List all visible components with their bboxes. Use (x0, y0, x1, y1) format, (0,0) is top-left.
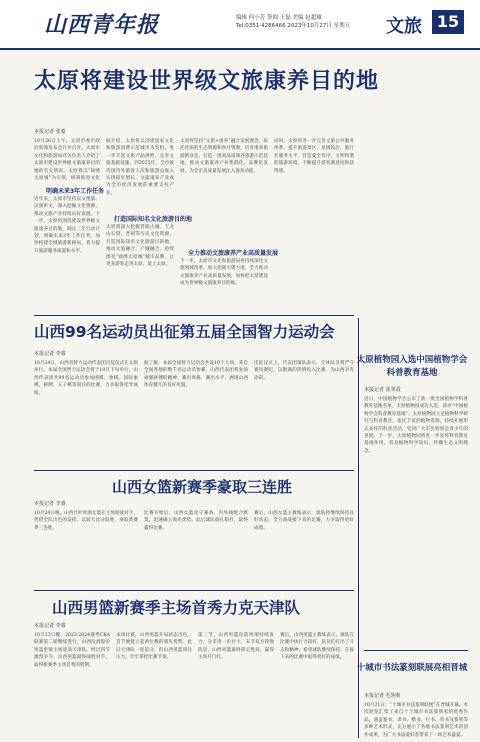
main-subhead-1: 明确未来3年工作任务 (46, 188, 105, 195)
editor-line: 编辑 何小芳 签阅 王磊 美编 赵超雄 (236, 15, 322, 21)
main-col2b-text: 太原将深入挖掘晋阳古城、天龙山石窟、晋祠等历史文化资源，打造国际知名文化旅游目的地，推动文旅融合、产城融合，持续擦亮“锦绣太原城”城市品牌，让更多游客走进太原、爱上太原。 (106, 225, 174, 268)
article-girls-col1: 10月24日晚，山西竹叶青酒女篮在主场迎战对手，凭借全队出色的发挥，以较大比分取胜，豪取新赛季三连胜。 (34, 511, 138, 531)
masthead (0, 0, 480, 50)
main-headline: 太原将建设世界级文旅康养目的地 (34, 69, 380, 94)
side-article-2-headline: 十城市书法篆刻联展亮相晋城 (356, 663, 468, 673)
article-boys-col3: 第三节，山西男篮攻防两端持续发力，分差进一步拉大。末节双方轮换阵容，山西男篮最终锁定胜局，赢得主场开门红。 (198, 633, 274, 661)
side-article-1-text: 近日，中国植物学会公布了新一批全国植物学科普教育基地名单，太原植物园成功入选，获评“中国植物学会科普教育基地”。太原植物园立足植物科学研究与科普教育，依托丰富的植物资源，持续开展形式多样的科普活动，受到广大市民特别是青少年的喜爱。下一步，太原植物园将进一步发挥科普教育基地作用，普及植物科学知识，传播生态文明理念。 (364, 397, 468, 454)
article-boys-col4: 赛后，山西男篮主教练表示，球队在比赛中执行力较好，队员们打出了斗志和精神，希望球队继续保持，在接下来的比赛中取得更好的成绩。 (280, 633, 354, 661)
article-boys-headline: 山西男篮新赛季主场首秀力克天津队 (52, 599, 301, 617)
article-99-col3: 出征仪式上，代表团领队表示，全体队员将严守赛风赛纪，以饱满的热情投入比赛，为山西争光添彩。 (254, 361, 354, 381)
main-subhead-2: 打造国际知名文化旅游目的地 (114, 216, 193, 223)
divider (34, 470, 354, 471)
main-col1b-text: 近年来，太原市坚持以文塑旅、以旅彰文，深入挖掘文化资源，推动文旅产业持续向好发展。下一步，太原将围绕建设世界级文旅康养目的地，制定三年行动计划，明确未来3年工作任务，加快构建全域旅游新格局，着力提升旅游服务质量和水平。 (34, 197, 100, 254)
section-label: 文旅 (386, 16, 422, 37)
article-99-col2: 据了解，本届全国智力运动会共设10个大项，来自全国各地的数千名运动员参赛。山西代表团将发扬顽强拼搏的精神，赛出风格、赛出水平，展现山西体育健儿的良好风貌。 (144, 361, 248, 389)
article-99-col1: 10月24日，山西省智力运动代表团出征仪式在太原举行。本届全国智力运动会将于10月下旬举行，山西代表团共99名运动员参加围棋、象棋、国际象棋、桥牌、五子棋等项目的比赛，力争取得优异成绩。 (34, 361, 138, 396)
article-boys-col1: 10月23日晚，2023-2024赛季CBA联赛第二轮继续进行，山西汾酒股份男篮坐镇主场迎战天津队。经过四节激烈争夺，山西男篮最终战胜对手，取得新赛季主场首秀的胜利。 (34, 633, 110, 668)
masthead-info (236, 14, 350, 30)
side-article-2-byline: 本报记者 毛翎莉 (364, 693, 401, 699)
article-boys-byline: 本报记者 李睿 (34, 623, 66, 629)
sidebar-divider (358, 318, 359, 738)
article-girls-headline: 山西女篮新赛季豪取三连胜 (112, 478, 293, 496)
main-col3-text: 太原将坚持“文旅+康养”融合发展理念，依托优质的生态资源和医疗资源，培育康养旅游新业态，打造一批高品质康养旅游示范基地，推动文旅康养产业集群化、品牌化发展，为全市高质量发展注入强劲动能。 (180, 139, 268, 174)
main-subhead-3: 全力推动文旅康养产业高质量发展 (188, 250, 279, 257)
main-col4-text: 同时，太原将进一步完善文旅公共服务体系，提升旅游景区、星级饭店、旅行社服务水平，营造安全有序、文明和谐的旅游环境，不断提升游客满意度和获得感。 (274, 139, 354, 174)
main-col3b-text: 下一步，太原市文化和旅游局将持续深化文旅领域改革，加大招商引资力度，全力推动文旅康养产业高质量发展，加快把太原建设成为世界级文旅康养目的地。 (180, 259, 268, 287)
side-article-2-text: 10月21日，“十城市书法篆刻联展”在晋城开幕。本次展览汇集了来自十个城市书法篆刻家的优秀作品，涵盖篆书、隶书、楷书、行书、草书及篆刻等多种艺术形式，充分展示了各地书法篆刻艺术的创作成果，为广大书法爱好者带来了一场艺术盛宴。 (364, 703, 468, 738)
article-boys-col2: 本场比赛，山西男篮开局状态出色，首节便建立起两位数的领先优势。此后天津队一度追分，但山西男篮顶住压力，牢牢掌控比赛节奏。 (116, 633, 192, 661)
article-girls-col2: 比赛开始后，山西女篮攻守兼备，内外线配合默契，迅速确立领先优势。此后球队稳扎稳打，最终赢得比赛。 (144, 511, 248, 531)
page-number: 15 (432, 10, 464, 34)
side-article-1-headline: 太原植物园入选中国植物学会科普教育基地 (356, 355, 468, 378)
main-col1-text: 10月26日上午，太原市委市政府新闻发布会在并召开。太原市文化和旅游局有关负责人介绍了太原市建设世界级文旅康养目的地的有关情况。太原将以“锦绣太原城”为引领，统筹推进文化 (34, 139, 100, 182)
newspaper-logo: 山西青年报 (44, 12, 160, 38)
date-line: Tel:0351-4286466 2023年10月27日 星期五 (236, 23, 351, 29)
divider (34, 590, 354, 591)
divider (364, 650, 468, 651)
side-article-1-byline: 本报记者 崔翠霞 (364, 387, 401, 393)
article-girls-col3: 赛后，山西女篮主教练表示，球队将继续保持良好状态，全力备战接下来的比赛，力争取得更好成绩。 (254, 511, 354, 531)
article-99-byline: 本报记者 李睿 (34, 351, 66, 357)
article-girls-byline: 本报记者 李睿 (34, 501, 66, 507)
article-99-headline: 山西99名运动员出征第五届全国智力运动会 (34, 323, 335, 341)
main-byline: 本报记者 张蓁 (34, 129, 66, 135)
divider (34, 315, 354, 316)
main-col2-text: 据介绍，太原将以创建国家文化和旅游消费示范城市为契机，进一步丰富文旅产品供给，完善文旅基础设施。到2025年，全市接待国内外游客人次和旅游总收入实现稳步增长，文旅康养产业成为全市经济发展的重要支柱产业。 (106, 139, 174, 196)
